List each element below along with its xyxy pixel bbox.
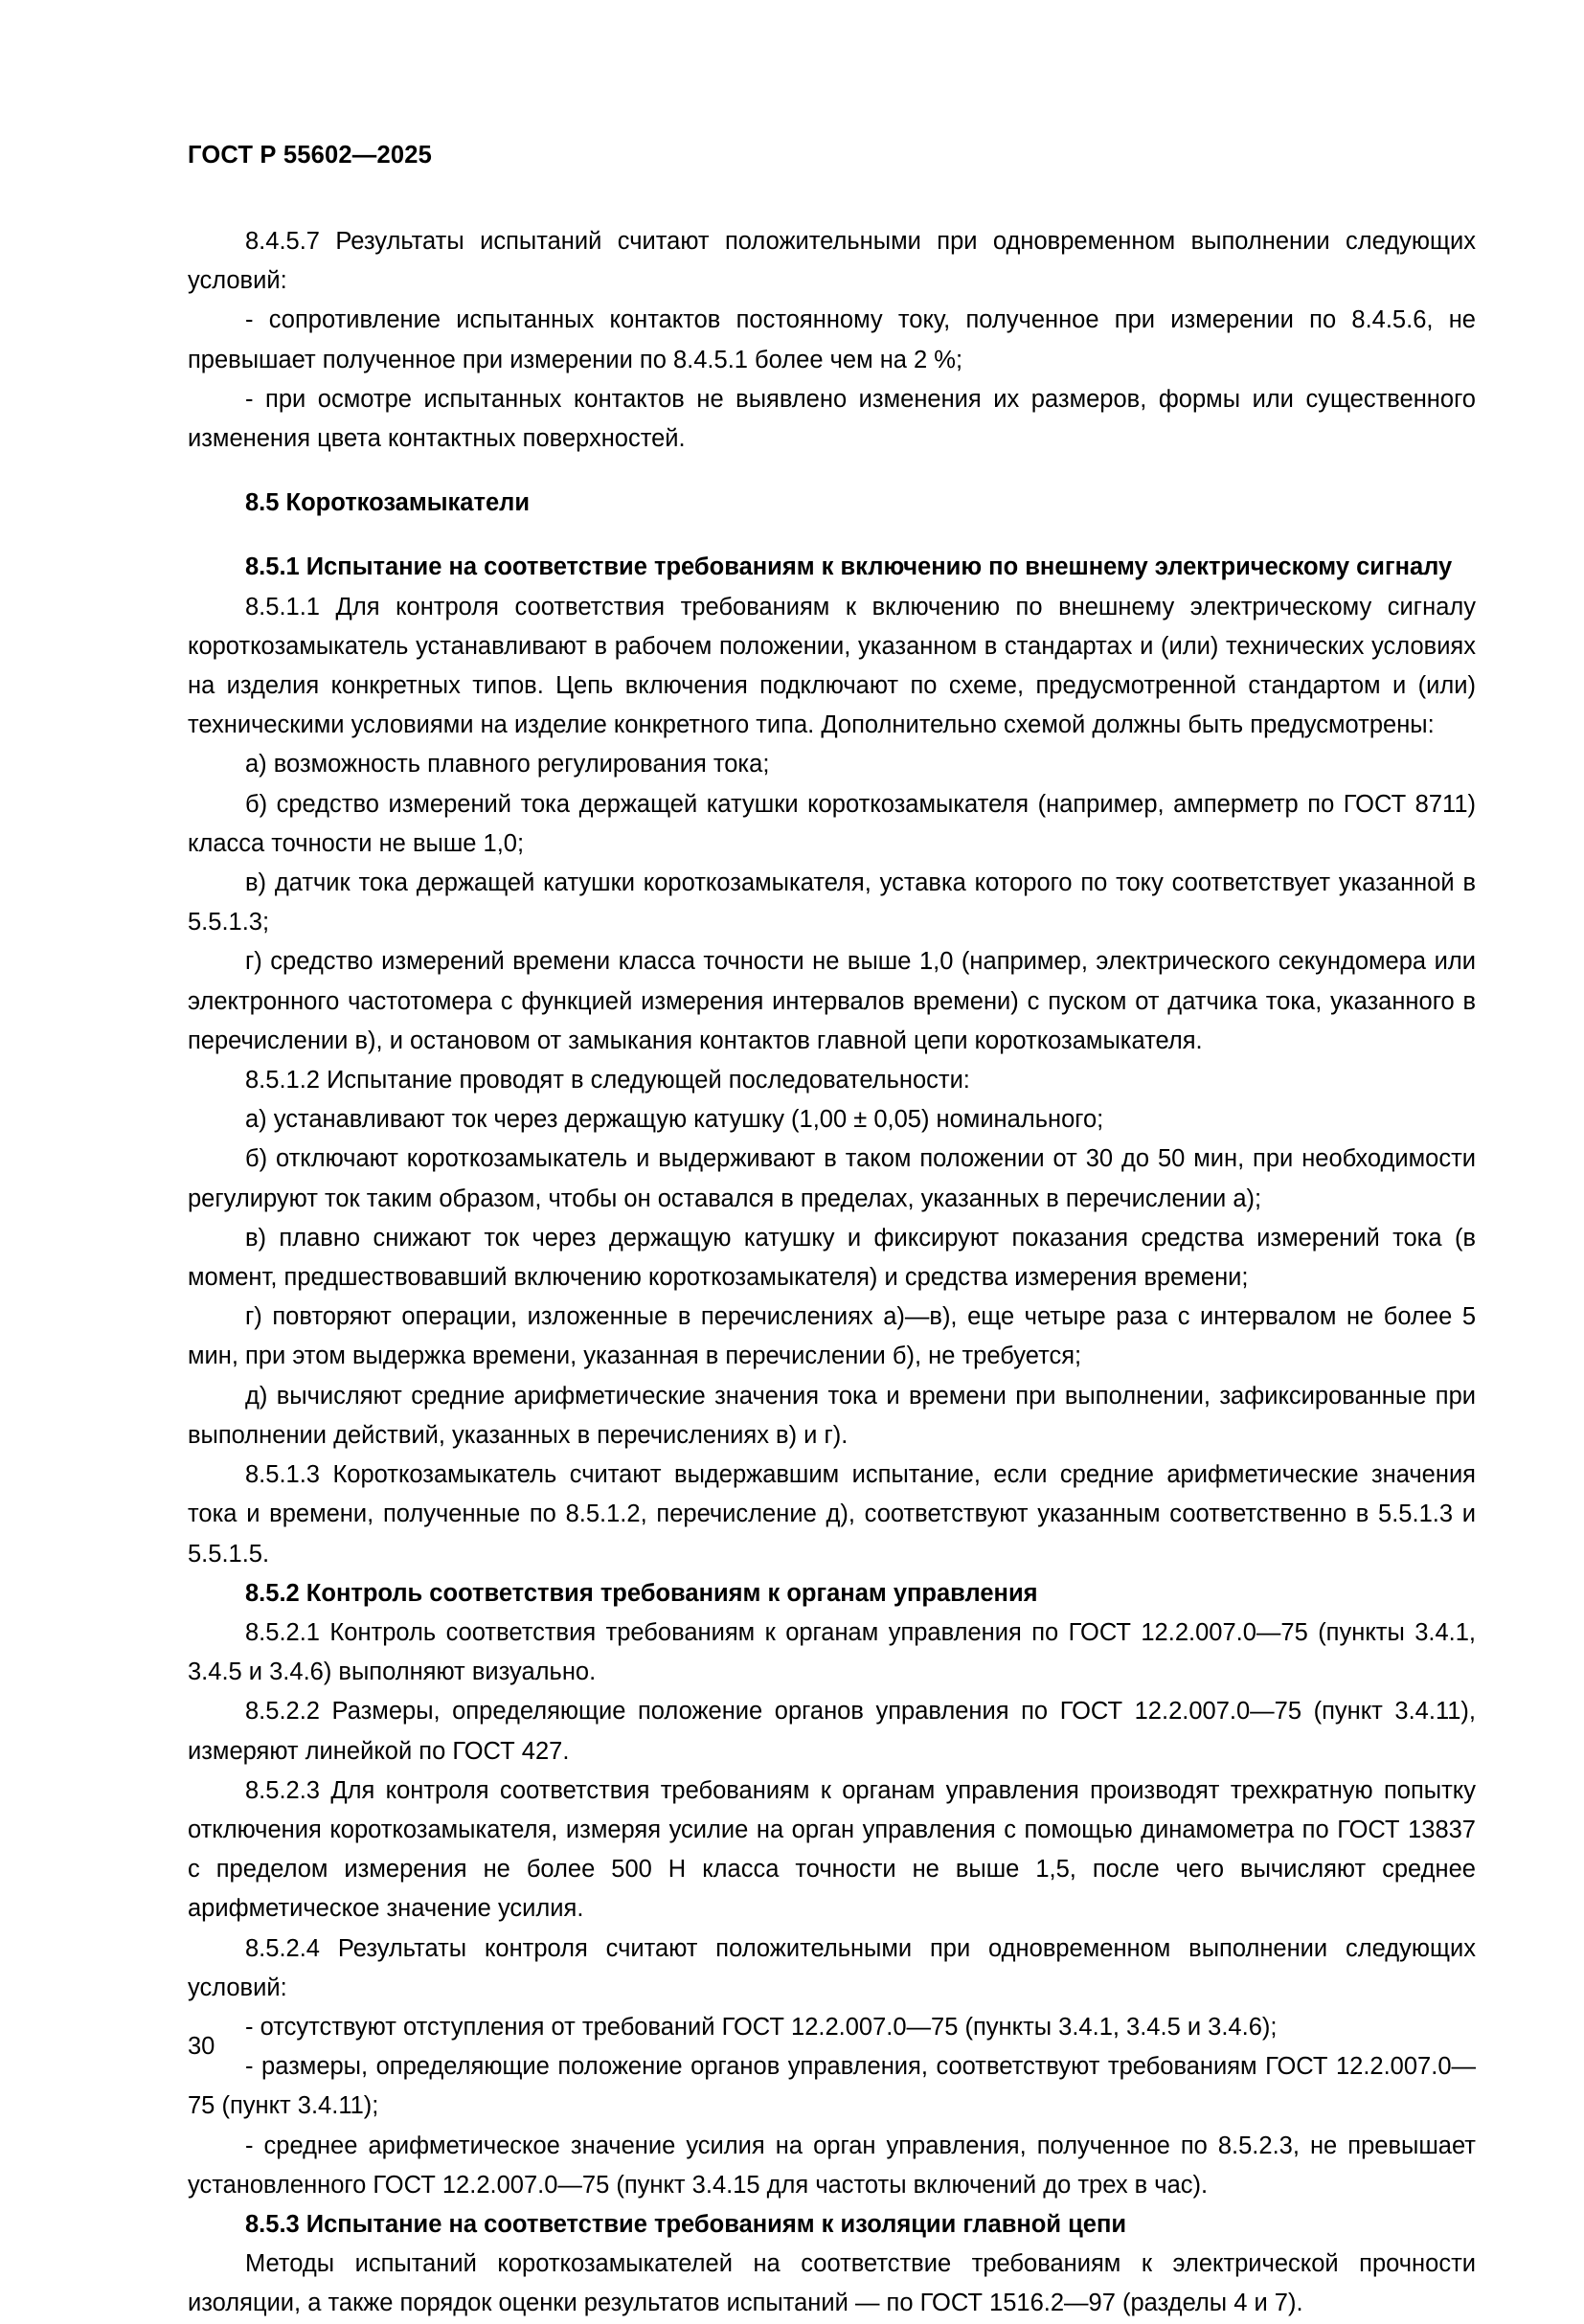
spacer [188,523,1476,548]
bullet-8-5-2-4-3: - среднее арифметическое значение усилия на орган управления, полученное по 8.5.2.3, не превышает установленного ГОСТ 12.2.007.0—75 (пункт 3.4.15 для частоты включений до трех в час). [188,2132,1476,2199]
list-item-8-5-1-1-v: в) датчик тока держащей катушки короткозамыкателя, уставка которого по току соответствует указанной в 5.5.1.3; [188,869,1476,936]
list-item-8-5-1-1-g: г) средство измерений времени класса точности не выше 1,0 (например, электрического секундомера или электронного частотомера с функцией измерения интервалов времени) с пуском от датчика тока, указанного в перечислении в), и остановом от замыкания контактов главной цепи короткозамыкателя. [188,948,1476,1054]
heading-8-5-2: 8.5.2 Контроль соответствия требованиям к органам управления [245,1579,1038,1607]
paragraph-8-5-1-2: 8.5.1.2 Испытание проводят в следующей последовательности: [245,1067,970,1094]
list-item-8-5-1-2-v: в) плавно снижают ток через держащую катушку и фиксируют показания средства измерений тока (в момент, предшествовавший включению короткозамыкателя) и средства измерения времени; [188,1224,1476,1292]
bullet-8-5-2-4-2: - размеры, определяющие положение органов управления, соответствуют требованиям ГОСТ 12.2.007.0—75 (пункт 3.4.11); [188,2053,1476,2120]
running-head-standard-number: ГОСТ Р 55602—2025 [188,142,433,169]
heading-8-5-1: 8.5.1 Испытание на соответствие требованиям к включению по внешнему электрическому сигналу [245,553,1453,581]
list-item-8-5-1-2-g: г) повторяют операции, изложенные в перечислениях а)—в), еще четыре раза с интервалом не более 5 мин, при этом выдержка времени, указанная в перечислении б), не требуется; [188,1303,1476,1370]
paragraph-8-5-2-1: 8.5.2.1 Контроль соответствия требованиям к органам управления по ГОСТ 12.2.007.0—75 (пункты 3.4.1, 3.4.5 и 3.4.6) выполняют визуально. [188,1618,1476,1686]
list-item-8-5-1-2-a: а) устанавливают ток через держащую катушку (1,00 ± 0,05) номинального; [245,1106,1104,1134]
list-item-8-5-1-2-d: д) вычисляют средние арифметические значения тока и времени при выполнении, зафиксированные при выполнении действий, указанных в перечислениях в) и г). [188,1382,1476,1449]
paragraph-8-5-2-3: 8.5.2.3 Для контроля соответствия требованиям к органам управления производят трехкратную попытку отключения короткозамыкателя, измеряя усилие на орган управления с помощью динамометра по ГОСТ 13837 с пределом измерения не более 500 Н класса точности не выше 1,5, после чего вычисляют среднее арифметическое значение усилия. [188,1776,1476,1923]
paragraph-8-4-5-7: 8.4.5.7 Результаты испытаний считают положительными при одновременном выполнении следующих условий: [188,228,1476,295]
paragraph-8-5-2-4: 8.5.2.4 Результаты контроля считают положительными при одновременном выполнении следующих условий: [188,1934,1476,2001]
page-number: 30 [188,2033,215,2060]
paragraph-8-5-2-2: 8.5.2.2 Размеры, определяющие положение органов управления по ГОСТ 12.2.007.0—75 (пункт 3.4.11), измеряют линейкой по ГОСТ 427. [188,1698,1476,1765]
heading-8-5-3: 8.5.3 Испытание на соответствие требованиям к изоляции главной цепи [245,2210,1127,2238]
document-body [188,222,1476,2324]
list-item-8-5-1-2-b: б) отключают короткозамыкатель и выдерживают в таком положении от 30 до 50 мин, при необходимости регулируют ток таким образом, чтобы он оставался в пределах, указанных в перечислении а); [188,1145,1476,1212]
spacer [188,459,1476,484]
paragraph-8-5-1-3: 8.5.1.3 Короткозамыкатель считают выдержавшим испытание, если средние арифметические значения тока и времени, полученные по 8.5.1.2, перечисление д), соответствуют указанным соответственно в 5.5.1.3 и 5.5.1.5. [188,1461,1476,1568]
list-item-8-5-1-1-b: б) средство измерений тока держащей катушки короткозамыкателя (например, амперметр по ГОСТ 8711) класса точности не выше 1,0; [188,790,1476,857]
bullet-8-4-5-7-2: - при осмотре испытанных контактов не выявлено изменения их размеров, формы или существенного изменения цвета контактных поверхностей. [188,385,1476,453]
bullet-8-5-2-4-1: - отсутствуют отступления от требований ГОСТ 12.2.007.0—75 (пункты 3.4.1, 3.4.5 и 3.4.6); [245,2013,1278,2041]
bullet-8-4-5-7-1: - сопротивление испытанных контактов постоянному току, полученное при измерении по 8.4.5.6, не превышает полученное при измерении по 8.4.5.1 более чем на 2 %; [188,306,1476,373]
list-item-8-5-1-1-a: а) возможность плавного регулирования тока; [245,751,770,778]
heading-8-5: 8.5 Короткозамыкатели [245,489,530,517]
paragraph-8-5-3: Методы испытаний короткозамыкателей на соответствие требованиям к электрической прочности изоляции, а также порядок оценки результатов испытаний — по ГОСТ 1516.2—97 (разделы 4 и 7). [188,2250,1476,2317]
paragraph-8-5-1-1: 8.5.1.1 Для контроля соответствия требованиям к включению по внешнему электрическому сигналу короткозамыкатель устанавливают в рабочем положении, указанном в стандартах и (или) технических условиях на изделия конкретных типов. Цепь включения подключают по схеме, предусмотренной стандартом и (или) техническими условиями на изделие конкретного типа. Дополнительно схемой должны быть предусмотрены: [188,593,1476,739]
